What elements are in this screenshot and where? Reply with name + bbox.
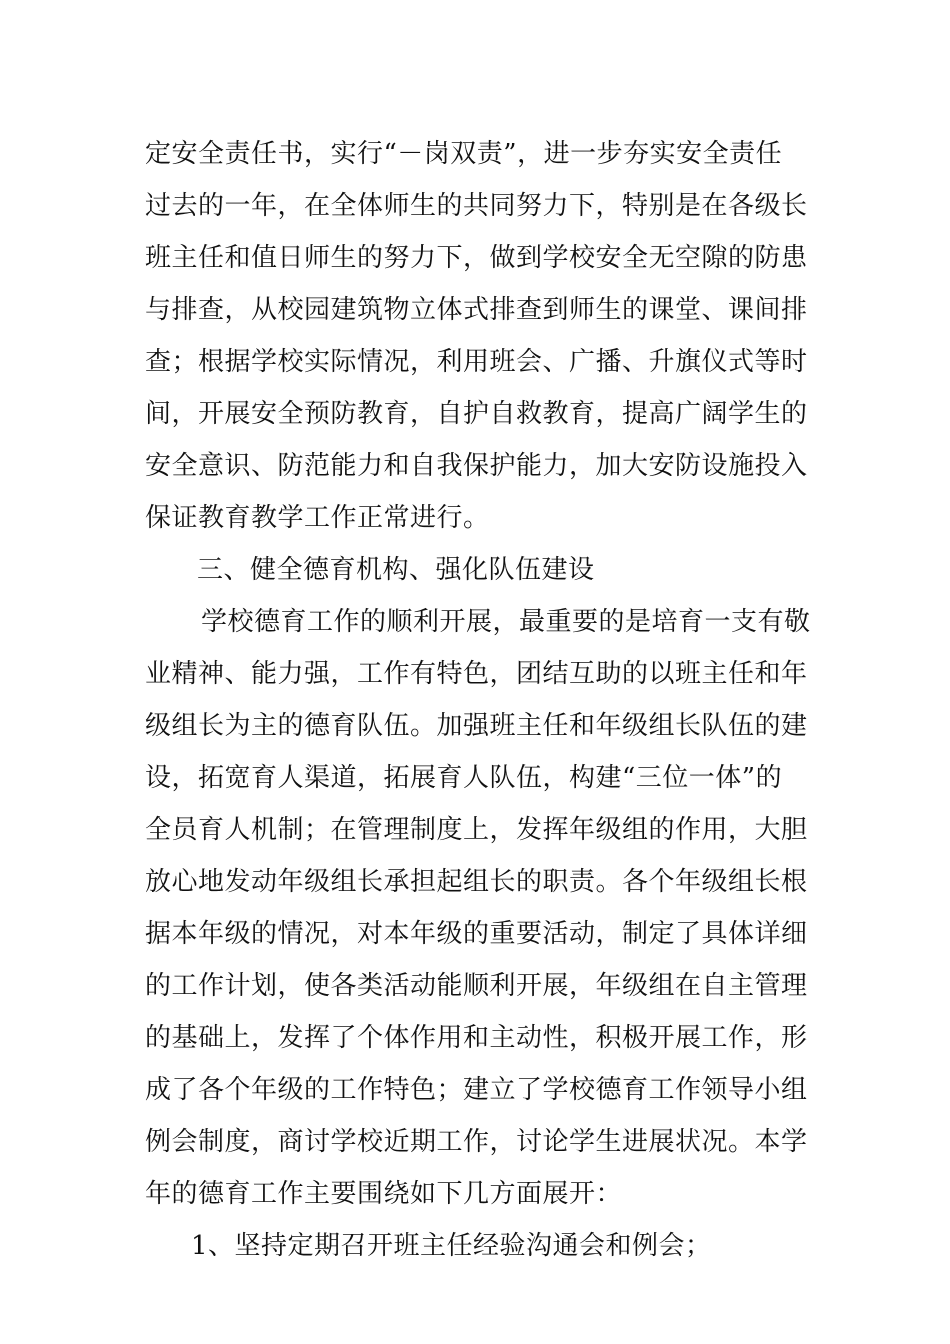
text-line: 级组长为主的德育队伍。加强班主任和年级组长队伍的建 — [145, 711, 808, 741]
text-line: 安全意识、防范能力和自我保护能力，加大安防设施投入 — [145, 451, 808, 481]
text-line: 与排查，从校园建筑物立体式排查到师生的课堂、课间排 — [145, 295, 808, 325]
text-line: 据本年级的情况，对本年级的重要活动，制定了具体详细 — [145, 919, 808, 949]
text-line: 定安全责任书，实行“－岗双责”，进一步夯实安全责任 — [145, 139, 783, 169]
list-item: 1、坚持定期召开班主任经验沟通会和例会； — [191, 1231, 712, 1261]
text-line: 的工作计划，使各类活动能顺利开展，年级组在自主管理 — [145, 971, 808, 1001]
text-line: 过去的一年，在全体师生的共同努力下，特别是在各级长 — [145, 191, 808, 221]
body-text — [145, 128, 810, 1272]
text-line: 全员育人机制；在管理制度上，发挥年级组的作用，大胆 — [145, 815, 808, 845]
text-line: 的基础上，发挥了个体作用和主动性，积极开展工作，形 — [145, 1023, 808, 1053]
text-line: 学校德育工作的顺利开展，最重要的是培育一支有敬 — [201, 607, 811, 637]
text-line: 间，开展安全预防教育，自护自救教育，提高广阔学生的 — [145, 399, 808, 429]
text-line: 年的德育工作主要围绕如下几方面展开： — [145, 1179, 623, 1209]
text-line: 保证教育教学工作正常进行。 — [145, 503, 490, 533]
text-line: 查；根据学校实际情况，利用班会、广播、升旗仪式等时 — [145, 347, 808, 377]
text-line: 成了各个年级的工作特色；建立了学校德育工作领导小组 — [145, 1075, 808, 1105]
text-line: 设，拓宽育人渠道，拓展育人队伍，构建“三位一体”的 — [145, 763, 783, 793]
section-heading: 三、健全德育机构、强化队伍建设 — [197, 555, 595, 585]
text-line: 业精神、能力强，工作有特色，团结互助的以班主任和年 — [145, 659, 808, 689]
text-line: 班主任和值日师生的努力下，做到学校安全无空隙的防患 — [145, 243, 808, 273]
text-line: 例会制度，商讨学校近期工作，讨论学生进展状况。本学 — [145, 1127, 808, 1157]
text-line: 放心地发动年级组长承担起组长的职责。各个年级组长根 — [145, 867, 808, 897]
